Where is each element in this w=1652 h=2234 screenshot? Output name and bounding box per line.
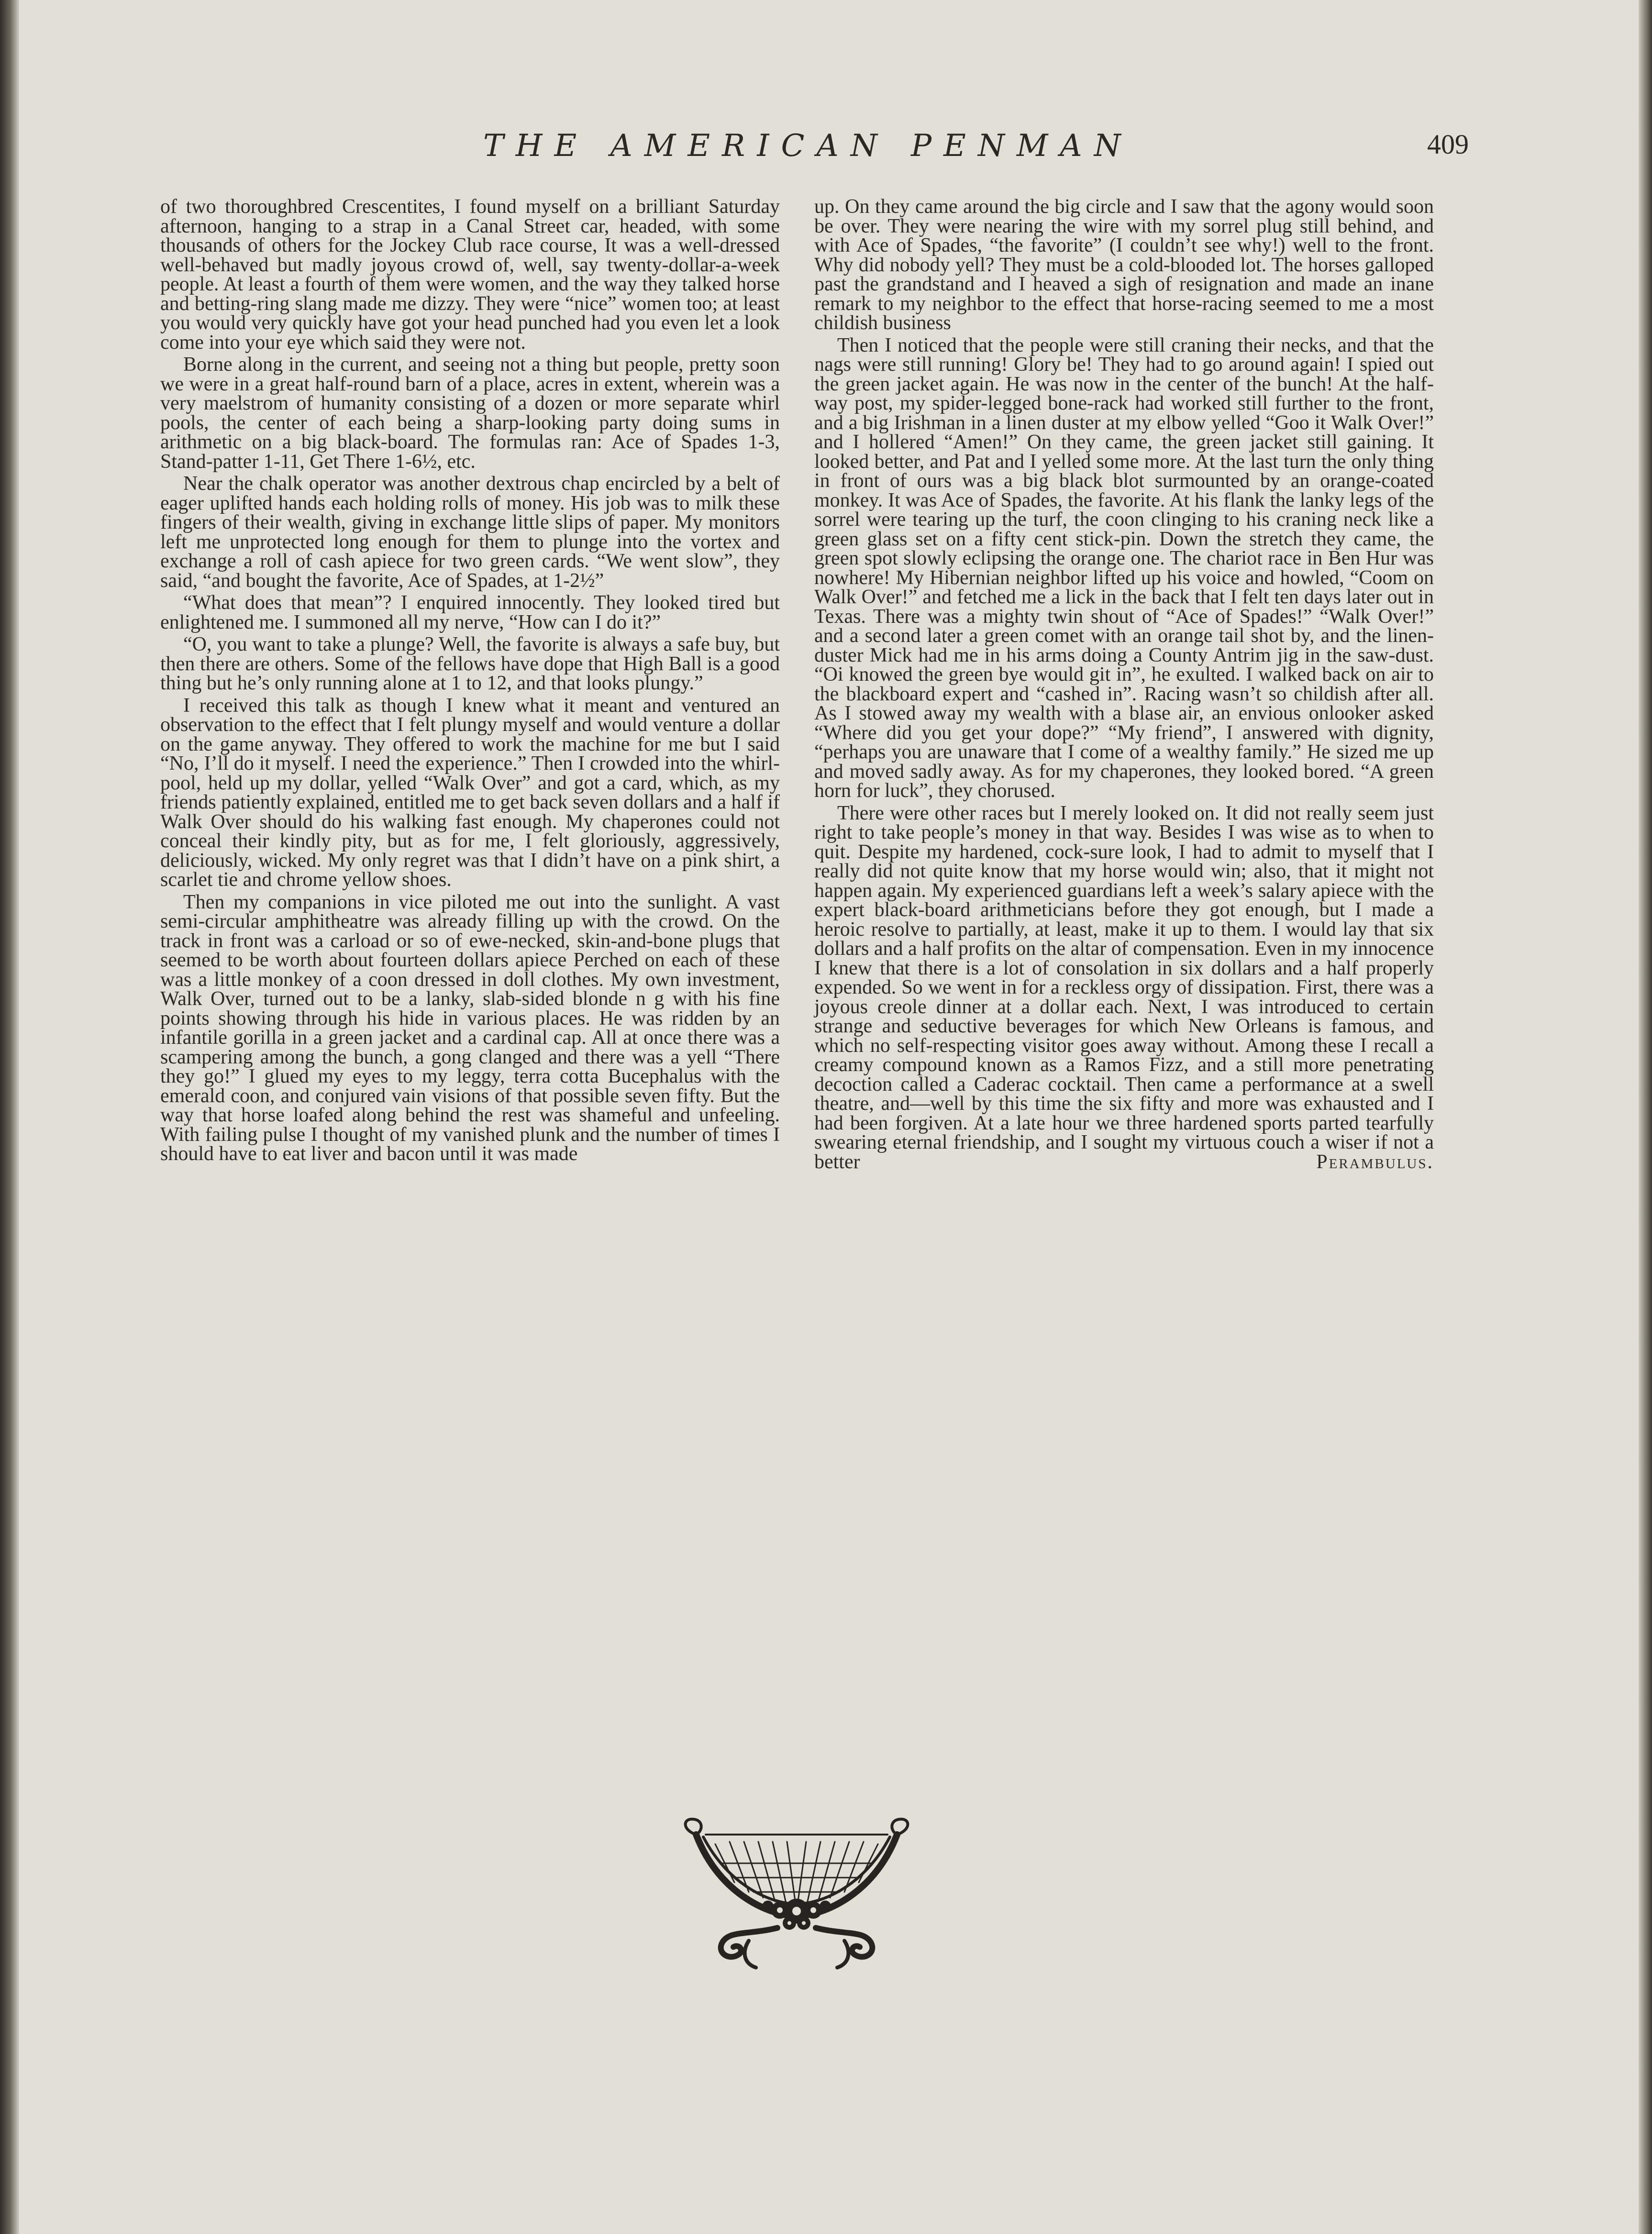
paragraph: I received this talk as though I knew what it meant and ventured an observation to the effect that I felt plungy myself and would venture a dollar on the game anyway. They offered to work the machine for me but I said “No, I’ll do it myself. I need the experience.” Then I crowded into the whirl-pool, held up my dollar, yelled “Walk Over” and got a card, which, as my friends patiently explained, entitled me to get back seven dollars and a half if Walk Over should do his walking fast enough. My chaperones could not conceal their kindly pity, but as for me, I felt gloriously, aggressively, deliciously, wicked. My only regret was that I didn’t have on a pink shirt, a scarlet tie and chrome yellow shoes. — [160, 694, 780, 891]
paragraph: Near the chalk operator was another dextrous chap encircled by a belt of eager uplifted hands each holding rolls of money. His job was to milk these fingers of their wealth, giving in exchange little slips of paper. My monitors left me unprotected long enough for them to plunge into the vortex and exchange a roll of cash apiece for two green cards. “We went slow”, they said, “and bought the favorite, Ace of Spades, at 1-2½” — [160, 473, 780, 592]
paragraph: of two thoroughbred Crescentites, I found myself on a brilliant Saturday afternoon, hanging to a strap in a Canal Street car, headed, with some thousands of others for the Jockey Club race course, It was a well-dressed well-behaved but madly joyous crowd of, well, say twenty-dollar-a-week people. At least a fourth of them were women, and the way they talked horse and betting-ring slang made me dizzy. They were “nice” women too; at least you would very quickly have got your head punched had you even let a look come into your eye which said they were not. — [160, 196, 780, 354]
author-signature: Perambulus. — [1316, 1150, 1434, 1173]
page-number: 409 — [1427, 129, 1469, 160]
article-column-right — [814, 197, 1434, 1172]
running-head: THE AMERICAN PENMAN — [483, 128, 1133, 164]
paragraph: Borne along in the current, and seeing not a thing but people, pretty soon we were in a great half-round barn of a place, acres in extent, wherein was a very maelstrom of humanity consisting of a dozen or more separate whirl pools, the center of each being a sharp-looking party doing sums in arithmetic on a big black-board. The formulas ran: Ace of Spades 1-3, Stand-patter 1-11, Get There 1-6½, etc. — [160, 354, 780, 473]
book-gutter — [0, 0, 19, 2234]
magazine-page — [19, 0, 1639, 2234]
paragraph-final — [814, 804, 1434, 1172]
article-column-left — [160, 197, 780, 1164]
paragraph: “What does that mean”? I enquired innocently. They looked tired but enlightened me. I summoned all my nerve, “How can I do it?” — [160, 592, 780, 633]
paragraph: “O, you want to take a plunge? Well, the favorite is always a safe buy, but then there are others. Some of the fellows have dope that High Ball is a good thing but he’s only running alone at 1 to 12, and that looks plungy.” — [160, 633, 780, 694]
page-edge — [1639, 0, 1652, 2234]
floral-swag-ornament-icon — [677, 1815, 916, 1973]
paragraph: Then I noticed that the people were still craning their necks, and that the nags were still running! Glory be! They had to go around again! I spied out the green jacket again. He was now in the center of the bunch! At the half-way post, my spider-legged bone-rack had worked still further to the front, and a big Irishman in a linen duster at my elbow yelled “Goo it Walk Over!” and I hollered “Amen!” On they came, the green jacket still gaining. It looked better, and Pat and I yelled some more. At the last turn the only thing in front of ours was a big black blot surmounted by an orange-coated monkey. It was Ace of Spades, the favorite. At his flank the lanky legs of the sorrel were tearing up the turf, the coon clinging to his craning neck like a green glass set on a fifty cent stick-pin. Down the stretch they came, the green spot slowly eclipsing the orange one. The chariot race in Ben Hur was nowhere! My Hibernian neighbor lifted up his voice and howled, “Coom on Walk Over!” and fetched me a lick in the back that I felt ten days later out in Texas. There was a mighty twin shout of “Ace of Spades!” “Walk Over!” and a second later a green comet with an orange tail shot by, and the linen-duster Mick had me in his arms doing a County Antrim jig in the saw-dust. “Oi knowed the green bye would git in”, he exulted. I walked back on air to the blackboard expert and “cashed in”. Racing wasn’t so childish after all. As I stowed away my wealth with a blase air, an envious onlooker asked “Where did you get your dope?” “My friend”, I answered with dignity, “perhaps you are unaware that I come of a wealthy family.” He sized me up and moved sadly away. As for my chaperones, they looked bored. “A green horn for luck”, they chorused. — [814, 334, 1434, 802]
paragraph-text: There were other races but I merely looked on. It did not really seem just right to take people’s money in that way. Besides I was wise as to when to quit. Despite my hardened, cock-sure look, I had to admit to myself that I really did not quite know that my horse would win; also, that it might not happen again. My experienced guardians left a week’s salary apiece with the expert black-board arithmeticians before they got enough, but I made a heroic resolve to partially, at least, make it up to them. I would lay that six dollars and a half profits on the altar of compensation. Even in my innocence I knew that there is a lot of consolation in six dollars and a half properly expended. So we went in for a reckless orgy of dissipation. First, there was a joyous creole dinner at a dollar each. Next, I was introduced to certain strange and seductive beverages for which New Orleans is famous, and which no self-respecting visitor goes away without. Among these I recall a creamy compound known as a Ramos Fizz, and a still more penetrating decoction called a Caderac cocktail. Then came a performance at a swell theatre, and—well by this time the six fifty and more was exhausted and I had been forgiven. At a late hour we three hardened sports parted tearfully swearing eternal friendship, and I sought my virtuous couch a wiser if not a better — [814, 802, 1434, 1173]
paragraph: up. On they came around the big circle and I saw that the agony would soon be over. They were nearing the wire with my sorrel plug still behind, and with Ace of Spades, “the favorite” (I couldn’t see why!) well to the front. Why did nobody yell? They must be a cold-blooded lot. The horses galloped past the grandstand and I heaved a sigh of resignation and made an inane remark to my neighbor to the effect that horse-racing seemed to me a most childish business — [814, 196, 1434, 334]
paragraph: Then my companions in vice piloted me out into the sunlight. A vast semi-circular amphitheatre was already filling up with the crowd. On the track in front was a carload or so of ewe-necked, skin-and-bone plugs that seemed to be worth about fourteen dollars apiece Perched on each of these was a little monkey of a coon dressed in doll clothes. My own investment, Walk Over, turned out to be a lanky, slab-sided blonde n g with his fine points showing through his hide in various places. He was ridden by an infantile gorilla in a green jacket and a cardinal cap. All at once there was a scampering among the bunch, a gong clanged and there was a yell “There they go!” I glued my eyes to my leggy, terra cotta Bucephalus with the emerald coon, and conjured vain visions of that possible seven fifty. But the way that horse loafed along behind the rest was shameful and unfeeling. With failing pulse I thought of my vanished plunk and the number of times I should have to eat liver and bacon until it was made — [160, 891, 780, 1165]
page-header — [19, 120, 1639, 177]
